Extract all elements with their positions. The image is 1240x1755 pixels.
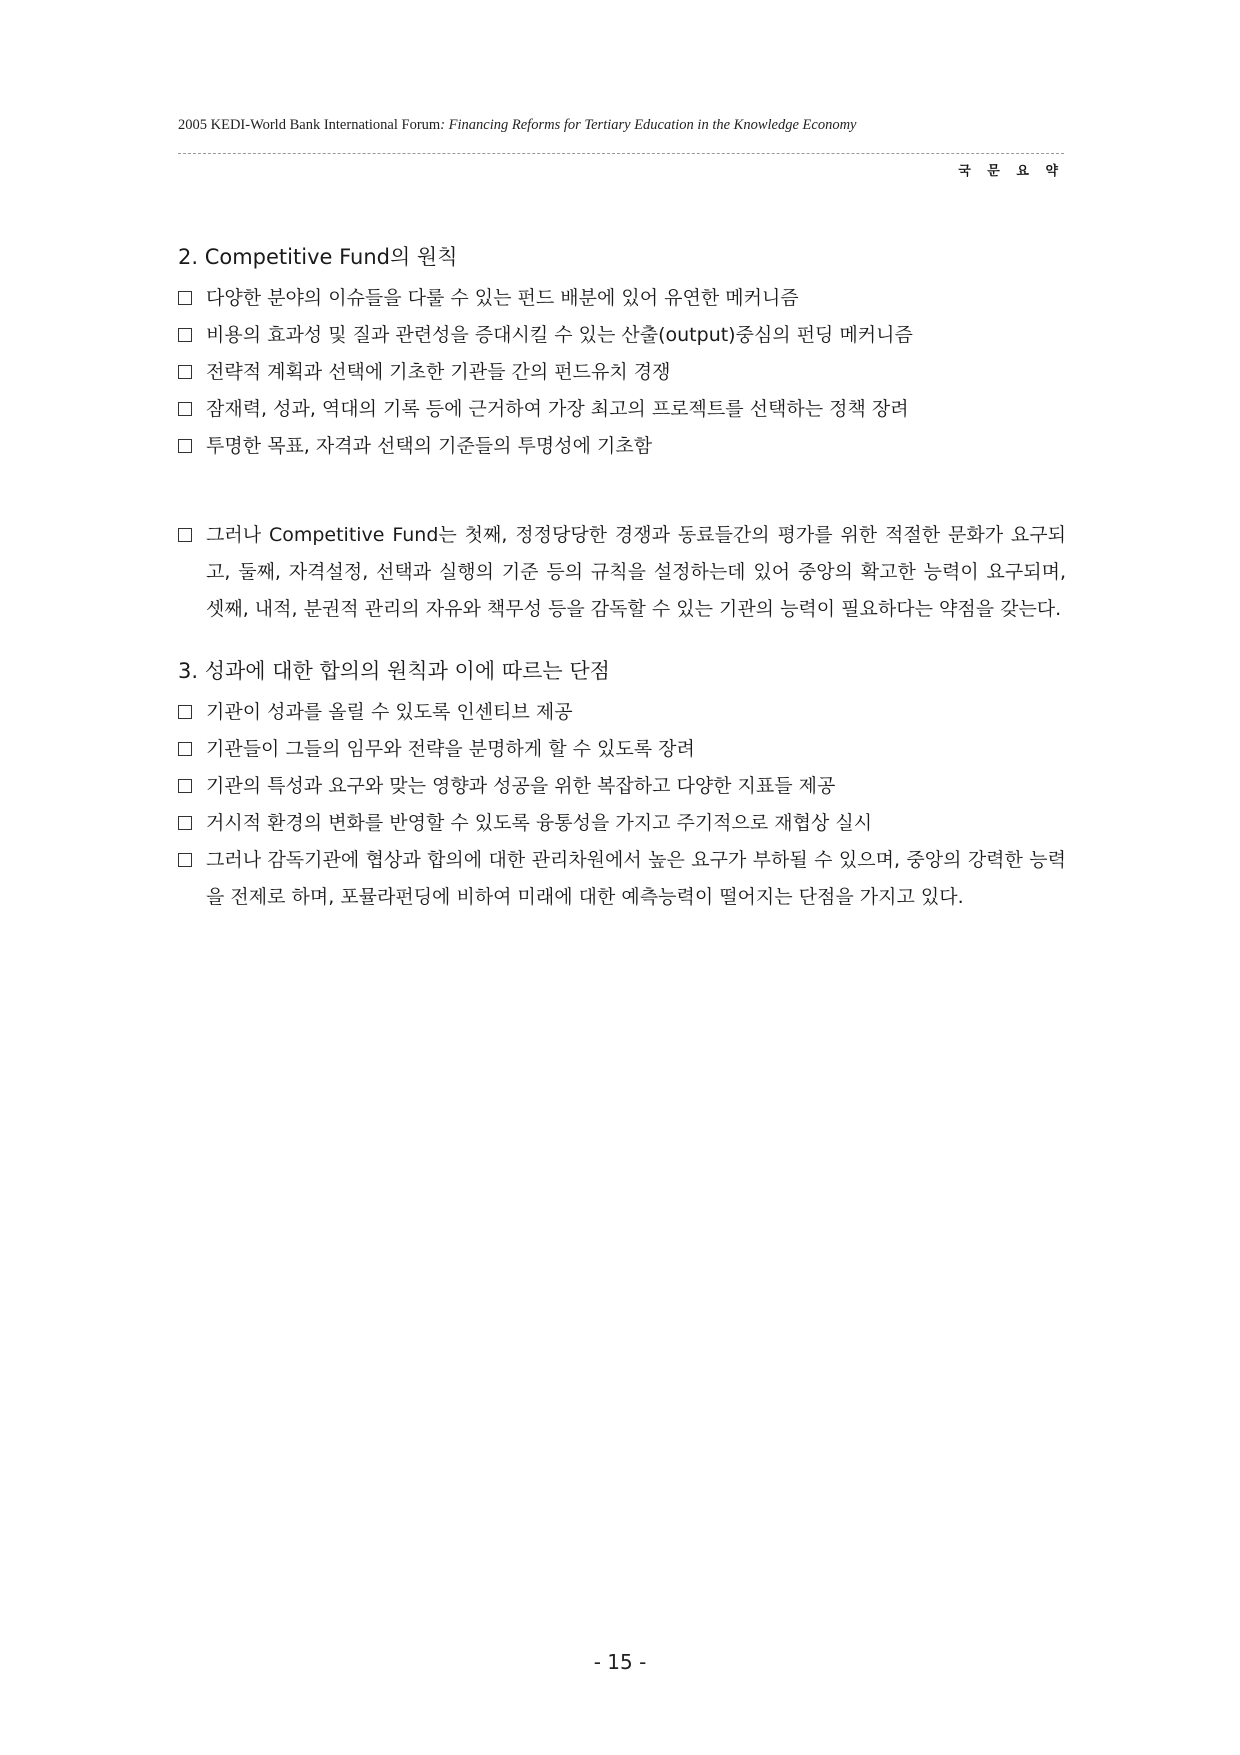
checkbox-square-icon: [178, 291, 192, 305]
checkbox-square-icon: [178, 439, 192, 453]
section-3-heading: 3. 성과에 대한 합의의 원칙과 이에 따르는 단점: [178, 659, 610, 683]
list-item: [178, 694, 1066, 731]
list-item: [178, 317, 1066, 354]
running-header-title: 2005 KEDI-World Bank International Forum: [178, 117, 441, 133]
list-item-text: 기관이 성과를 올릴 수 있도록 인센티브 제공: [206, 701, 573, 723]
header-divider: [178, 153, 1064, 154]
section-tag: 국 문 요 약: [958, 164, 1064, 179]
list-item-text: 잠재력, 성과, 역대의 기록 등에 근거하여 가장 최고의 프로젝트를 선택하는 정책 장려: [206, 398, 909, 420]
list-item-text: 비용의 효과성 및 질과 관련성을 증대시킬 수 있는 산출(output)중심의 펀딩 메커니즘: [206, 324, 913, 346]
running-header-subtitle: : Financing Reforms for Tertiary Education in the Knowledge Economy: [440, 117, 857, 133]
checkbox-square-icon: [178, 779, 192, 793]
list-item: [178, 354, 1066, 391]
spacer: [178, 628, 1066, 654]
list-item: [178, 428, 1066, 465]
spacer: [178, 465, 1066, 517]
main-content: [178, 240, 1066, 916]
list-item: [178, 280, 1066, 317]
checkbox-square-icon: [178, 328, 192, 342]
checkbox-square-icon: [178, 528, 192, 542]
checkbox-square-icon: [178, 705, 192, 719]
weakness-paragraph: 그러나 Competitive Fund는 첫째, 정정당당한 경쟁과 동료들간의 평가를 위한 적절한 문화가 요구되고, 둘째, 자격설정, 선택과 실행의 기준 등의 규칙을 설정하는데 있어 중앙의 확고한 능력이 요구되며, 셋째, 내적, 분권적 관리의 자유와 책무성 등을 감독할 수 있는 기관의 능력이 필요하다는 약점을 갖는다.: [206, 524, 1066, 620]
list-item: [178, 731, 1066, 768]
list-item-text: 전략적 계획과 선택에 기초한 기관들 간의 펀드유치 경쟁: [206, 361, 671, 383]
list-item-text: 기관의 특성과 요구와 맞는 영향과 성공을 위한 복잡하고 다양한 지표들 제공: [206, 775, 836, 797]
list-item-text: 기관들이 그들의 임무와 전략을 분명하게 할 수 있도록 장려: [206, 738, 695, 760]
section-2-weakness-list: [178, 517, 1066, 628]
page-number: - 15 -: [593, 1650, 647, 1674]
section-3-list: [178, 694, 1066, 916]
list-item-text: 투명한 목표, 자격과 선택의 기준들의 투명성에 기초함: [206, 435, 653, 457]
list-item: [178, 842, 1066, 916]
list-item: [178, 805, 1066, 842]
running-header: [178, 117, 1078, 134]
list-item-text: 거시적 환경의 변화를 반영할 수 있도록 융통성을 가지고 주기적으로 재협상 실시: [206, 812, 873, 834]
checkbox-square-icon: [178, 402, 192, 416]
checkbox-square-icon: [178, 816, 192, 830]
list-item: [178, 517, 1066, 628]
list-item: [178, 391, 1066, 428]
list-item-text: 그러나 감독기관에 협상과 합의에 대한 관리차원에서 높은 요구가 부하될 수 있으며, 중앙의 강력한 능력을 전제로 하며, 포뮬라펀딩에 비하여 미래에 대한 예측능력이 떨어지는 단점을 가지고 있다.: [206, 849, 1066, 908]
checkbox-square-icon: [178, 742, 192, 756]
checkbox-square-icon: [178, 853, 192, 867]
list-item: [178, 768, 1066, 805]
section-2-list: [178, 280, 1066, 465]
checkbox-square-icon: [178, 365, 192, 379]
list-item-text: 다양한 분야의 이슈들을 다룰 수 있는 펀드 배분에 있어 유연한 메커니즘: [206, 287, 799, 309]
section-2-heading: 2. Competitive Fund의 원칙: [178, 245, 458, 269]
